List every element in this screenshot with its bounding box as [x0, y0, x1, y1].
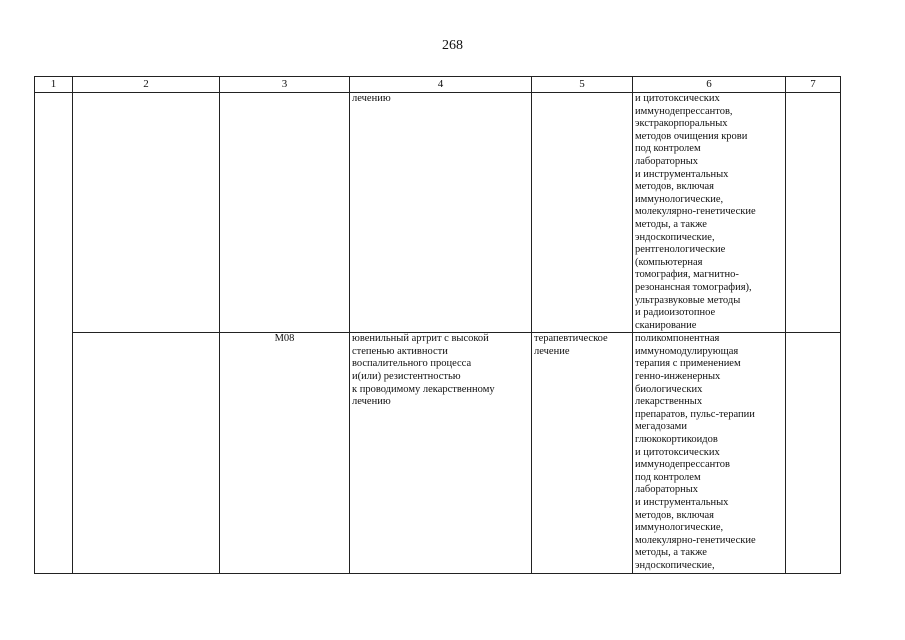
text-line: глюкокортикоидов: [635, 434, 718, 446]
column-number-4: 4: [350, 77, 532, 93]
column-number-2: 2: [73, 77, 220, 93]
text-line: ювенильный артрит с высокой: [352, 333, 489, 345]
text-line: методов очищения крови: [635, 130, 748, 142]
cell-icd-code: М08: [220, 333, 350, 573]
text-line: ультразвуковые методы: [635, 294, 741, 306]
text-line: степенью активности: [352, 345, 448, 357]
procedures-table: [34, 76, 841, 574]
text-line: под контролем: [635, 471, 701, 483]
text-line: к проводимому лекарственному: [352, 383, 495, 395]
page-number: 268: [442, 38, 463, 53]
column-number-5: 5: [532, 77, 633, 93]
cell-treatment-method: [633, 333, 786, 573]
table-header-row: [35, 77, 841, 93]
table-row: [35, 333, 841, 573]
text-line: под контролем: [635, 143, 701, 155]
text-line: лечение: [534, 345, 570, 357]
row-number-cell: [35, 93, 73, 574]
text-line: эндоскопические,: [635, 559, 715, 571]
text-line: иммунодепрессантов: [635, 459, 730, 471]
column-number-6: 6: [633, 77, 786, 93]
text-line: поликомпонентная: [635, 333, 720, 345]
cell-diagnosis: [350, 93, 532, 333]
text-line: сканирование: [635, 319, 697, 331]
text-line: экстракорпоральных: [635, 118, 728, 130]
cell-col7: [786, 93, 841, 333]
text-line: рентгенологические: [635, 244, 726, 256]
text-line: лечению: [352, 396, 391, 408]
text-line: иммунологические,: [635, 522, 724, 534]
text-line: и(или) резистентностью: [352, 371, 461, 383]
cell-treatment-type: [532, 333, 633, 573]
cell-col2: [73, 333, 220, 573]
text-line: воспалительного процесса: [352, 358, 472, 370]
text-line: молекулярно-генетические: [635, 206, 756, 218]
text-line: томография, магнитно-: [635, 269, 739, 281]
text-line: и цитотоксических: [635, 446, 720, 458]
text-line: и радиоизотопное: [635, 307, 716, 319]
text-line: иммунологические,: [635, 193, 724, 205]
text-line: мегадозами: [635, 421, 687, 433]
column-number-7: 7: [786, 77, 841, 93]
text-line: лабораторных: [635, 155, 699, 167]
text-line: методы, а также: [635, 547, 707, 559]
text-line: биологических: [635, 383, 703, 395]
text-line: молекулярно-генетические: [635, 534, 756, 546]
cell-col7: [786, 333, 841, 573]
column-number-3: 3: [220, 77, 350, 93]
text-line: лечению: [352, 93, 391, 104]
text-line: и цитотоксических: [635, 93, 720, 104]
text-line: эндоскопические,: [635, 231, 715, 243]
text-line: методов, включая: [635, 181, 715, 193]
text-line: методов, включая: [635, 509, 715, 521]
text-line: и инструментальных: [635, 497, 729, 508]
text-line: генно-инженерных: [635, 371, 721, 383]
text-line: и инструментальных: [635, 168, 729, 180]
text-line: лабораторных: [635, 484, 699, 496]
cell-treatment-method: [633, 93, 786, 333]
cell-col3: [220, 93, 350, 333]
table-row: [35, 93, 841, 333]
cell-col2: [73, 93, 220, 333]
text-line: терапевтическое: [534, 333, 608, 345]
text-line: (компьютерная: [635, 256, 703, 268]
text-line: иммуномодулирующая: [635, 345, 739, 357]
text-line: резонансная томография),: [635, 281, 752, 293]
text-line: методы, а также: [635, 218, 707, 230]
text-line: терапия с применением: [635, 358, 741, 370]
cell-diagnosis: [350, 333, 532, 573]
text-line: препаратов, пульс-терапии: [635, 408, 755, 420]
text-line: иммунодепрессантов,: [635, 105, 733, 117]
text-line: лекарственных: [635, 396, 703, 408]
column-number-1: 1: [35, 77, 73, 93]
cell-treatment-type: [532, 93, 633, 333]
